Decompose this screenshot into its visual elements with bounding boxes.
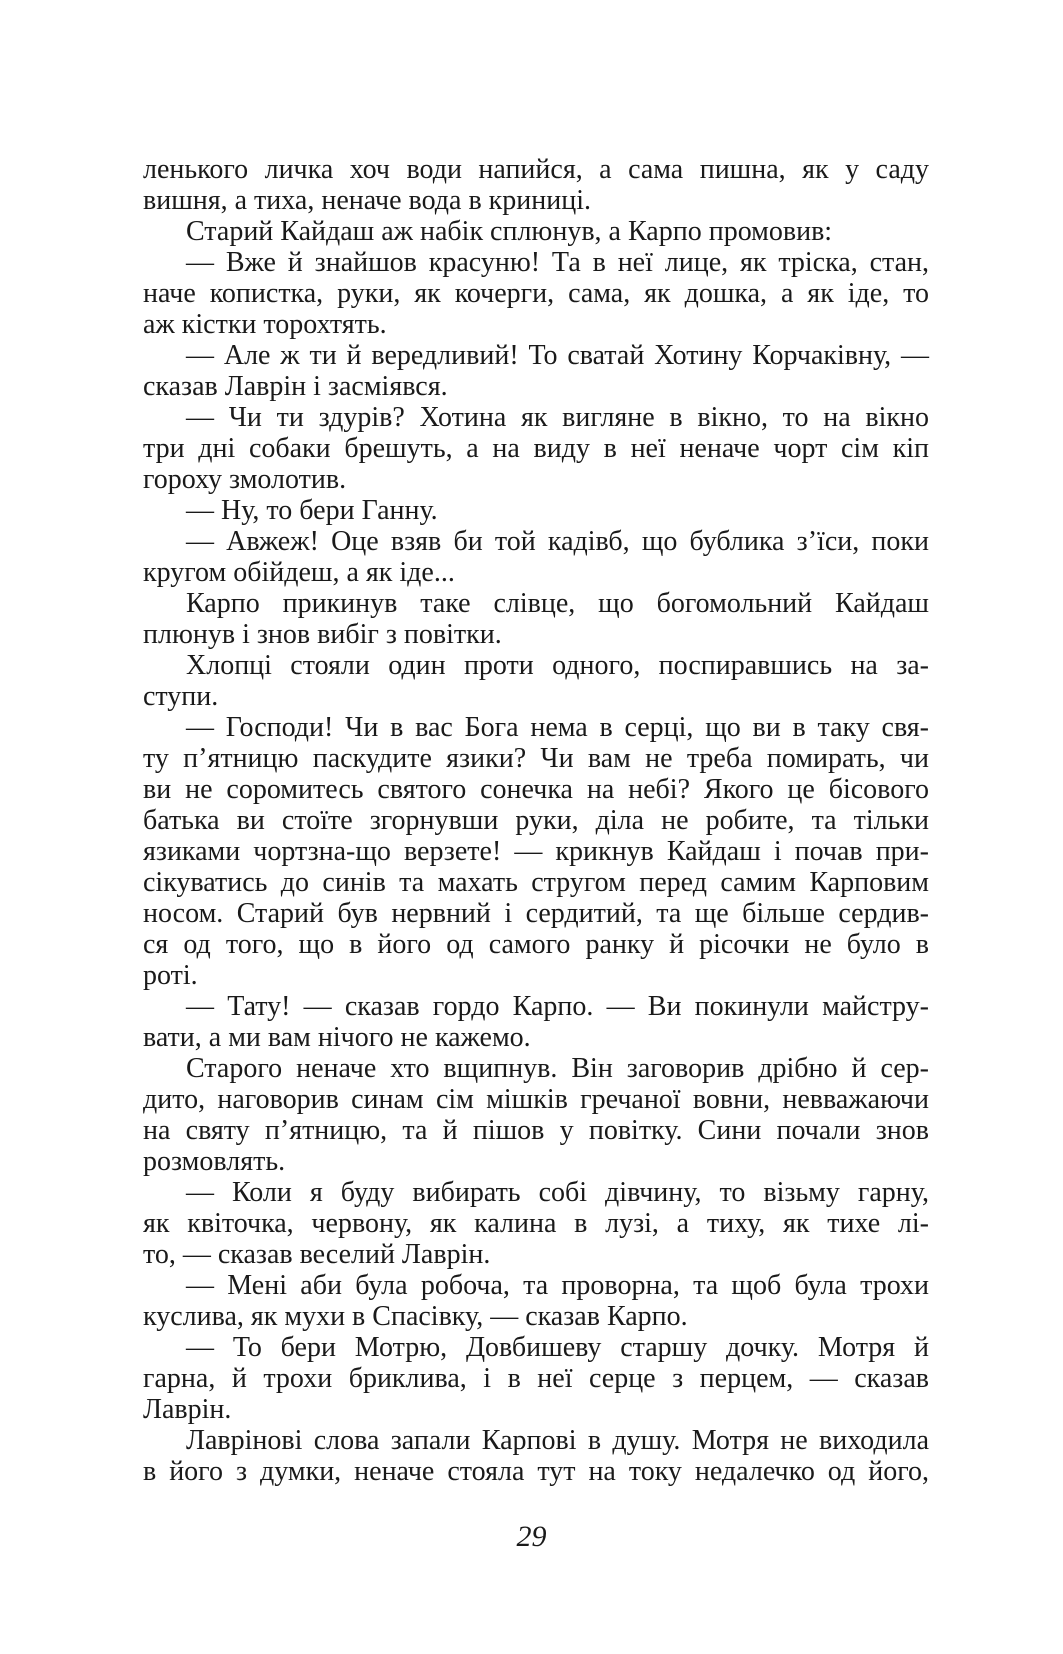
text-line: — Чи ти здурів? Хотина як вигляне в вікно, то на вікно (186, 402, 929, 433)
text-line: — Господи! Чи в вас Бога нема в серці, що ви в таку свя- (186, 712, 929, 743)
text-line: куслива, як мухи в Спасівку, — сказав Карпо. (143, 1301, 688, 1332)
text-line: — Мені аби була робоча, та проворна, та щоб була трохи (186, 1270, 929, 1301)
text-line: на святу п’ятницю, та й пішов у повітку. Сини почали знов (143, 1115, 929, 1146)
text-line: — Авжеж! Оце взяв би той кадівб, що бублика з’їси, поки (186, 526, 929, 557)
text-line: — Але ж ти й вередливий! То сватай Хотину Корчаківну, — (186, 340, 929, 371)
text-line: ви не соромитесь святого сонечка на небі? Якого це бісового (143, 774, 929, 805)
text-line: кругом обійдеш, а як іде... (143, 557, 455, 588)
text-line: розмовлять. (143, 1146, 286, 1177)
text-line: дито, наговорив синам сім мішків гречаної вовни, невважаючи (143, 1084, 929, 1115)
text-line: як квіточка, червону, як калина в лузі, а тиху, як тихе лі- (143, 1208, 929, 1239)
text-line: — Тату! — сказав гордо Карпо. — Ви покинули майстру- (186, 991, 929, 1022)
text-line: — Вже й знайшов красуню! Та в неї лице, як тріска, стан, (186, 247, 929, 278)
text-line: три дні собаки брешуть, а на виду в неї неначе чорт сім кіп (143, 433, 929, 464)
text-line: Лаврін. (143, 1394, 232, 1425)
text-line: наче копистка, руки, як кочерги, сама, як дошка, а як іде, то (143, 278, 929, 309)
text-line: в його з думки, неначе стояла тут на току недалечко од його, (143, 1456, 929, 1487)
text-line: ступи. (143, 681, 219, 712)
text-line: сікуватись до синів та махать стругом перед самим Карповим (143, 867, 929, 898)
text-line: Лаврінові слова запали Карпові в душу. Мотря не виходила (186, 1425, 929, 1456)
text-line: ся од того, що в його од самого ранку й рісочки не було в (143, 929, 929, 960)
text-line: ту п’ятницю паскудите язики? Чи вам не треба помирать, чи (143, 743, 929, 774)
text-line: — Ну, то бери Ганну. (186, 495, 438, 526)
text-line: ленького личка хоч води напийся, а сама пишна, як у саду (143, 154, 929, 185)
text-line: Карпо прикинув таке слівце, що богомольний Кайдаш (186, 588, 929, 619)
text-line: гарна, й трохи бриклива, і в неї серце з перцем, — сказав (143, 1363, 929, 1394)
text-line: плюнув і знов вибіг з повітки. (143, 619, 502, 650)
text-line: сказав Лаврін і засміявся. (143, 371, 448, 402)
text-line: Старий Кайдаш аж набік сплюнув, а Карпо промовив: (186, 216, 833, 247)
text-line: — Коли я буду вибирать собі дівчину, то візьму гарну, (186, 1177, 929, 1208)
text-line: гороху змолотив. (143, 464, 347, 495)
text-line: носом. Старий був нервний і сердитий, та ще більше сердив- (143, 898, 929, 929)
text-line: Хлопці стояли один проти одного, поспиравшись на за- (186, 650, 929, 681)
text-line: то, — сказав веселий Лаврін. (143, 1239, 491, 1270)
text-line: аж кістки торохтять. (143, 309, 387, 340)
text-line: вати, а ми вам нічого не кажемо. (143, 1022, 531, 1053)
text-line: язиками чортзна-що верзете! — крикнув Кайдаш і почав при- (143, 836, 929, 867)
page-number: 29 (516, 1520, 547, 1553)
text-line: батька ви стоїте згорнувши руки, діла не робите, та тільки (143, 805, 929, 836)
text-line: — То бери Мотрю, Довбишеву старшу дочку. Мотря й (186, 1332, 929, 1363)
body-text (143, 154, 929, 1487)
text-line: Старого неначе хто вщипнув. Він заговорив дрібно й сер- (186, 1053, 929, 1084)
text-line: вишня, а тиха, неначе вода в криниці. (143, 185, 591, 216)
text-line: роті. (143, 960, 198, 991)
